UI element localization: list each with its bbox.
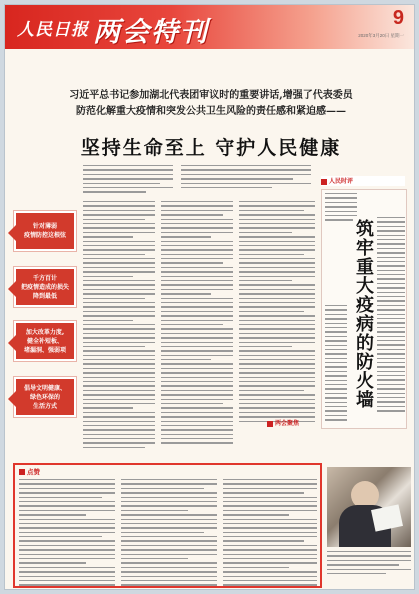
subheadline-line-2: 防范化解重大疫情和突发公共卫生风险的责任感和紧迫感—— (76, 106, 346, 117)
highlight-tag (19, 467, 40, 476)
intro-text-2 (181, 165, 311, 191)
photo-caption (327, 551, 411, 577)
section-title: 两会特刊 (93, 17, 209, 48)
newspaper-logo: 人民日报 (17, 20, 89, 40)
masthead (5, 5, 415, 49)
article-column-2 (161, 201, 233, 447)
red-square-icon (321, 179, 327, 185)
side-heading-2: 千方百计 把疫情造成的损失 降到最低 (14, 267, 76, 307)
article-column-3 (239, 201, 315, 425)
highlight-column-2 (121, 479, 217, 589)
commentary-tag-label: 人民时评 (329, 178, 354, 185)
commentary-title: 筑牢重大疫病的防火墙 (353, 219, 374, 409)
side-heading-1: 针对薄弱 疫情防控这根弦 (14, 211, 76, 251)
news-photo (327, 467, 411, 547)
page-number: 9 (392, 7, 404, 29)
red-square-icon (267, 421, 273, 427)
subheadline-line-1: 习近平总书记参加湖北代表团审议时的重要讲话,增强了代表委员 (69, 90, 353, 101)
red-square-icon (19, 469, 25, 475)
highlight-tag-label: 点赞 (27, 468, 40, 476)
article-column-1 (83, 201, 155, 451)
photo-document (371, 504, 403, 531)
focus-tag (267, 418, 327, 429)
dateline: 2020年3月20日 星期一 (358, 33, 404, 38)
side-heading-4: 倡导文明健康、 绿色环保的 生活方式 (14, 377, 76, 417)
commentary-text-left (325, 305, 347, 424)
newspaper-page (4, 4, 415, 590)
focus-tag-label: 两会聚焦 (275, 420, 300, 427)
side-heading-3: 加大改革力度, 健全补短板、 堵漏洞、强弱项 (14, 321, 76, 361)
commentary-tag (321, 176, 405, 186)
highlight-column-1 (19, 479, 115, 589)
main-headline: 坚持生命至上 守护人民健康 (80, 137, 342, 159)
highlight-column-3 (223, 479, 317, 589)
intro-text (83, 165, 173, 196)
commentary-text-right (377, 217, 405, 415)
